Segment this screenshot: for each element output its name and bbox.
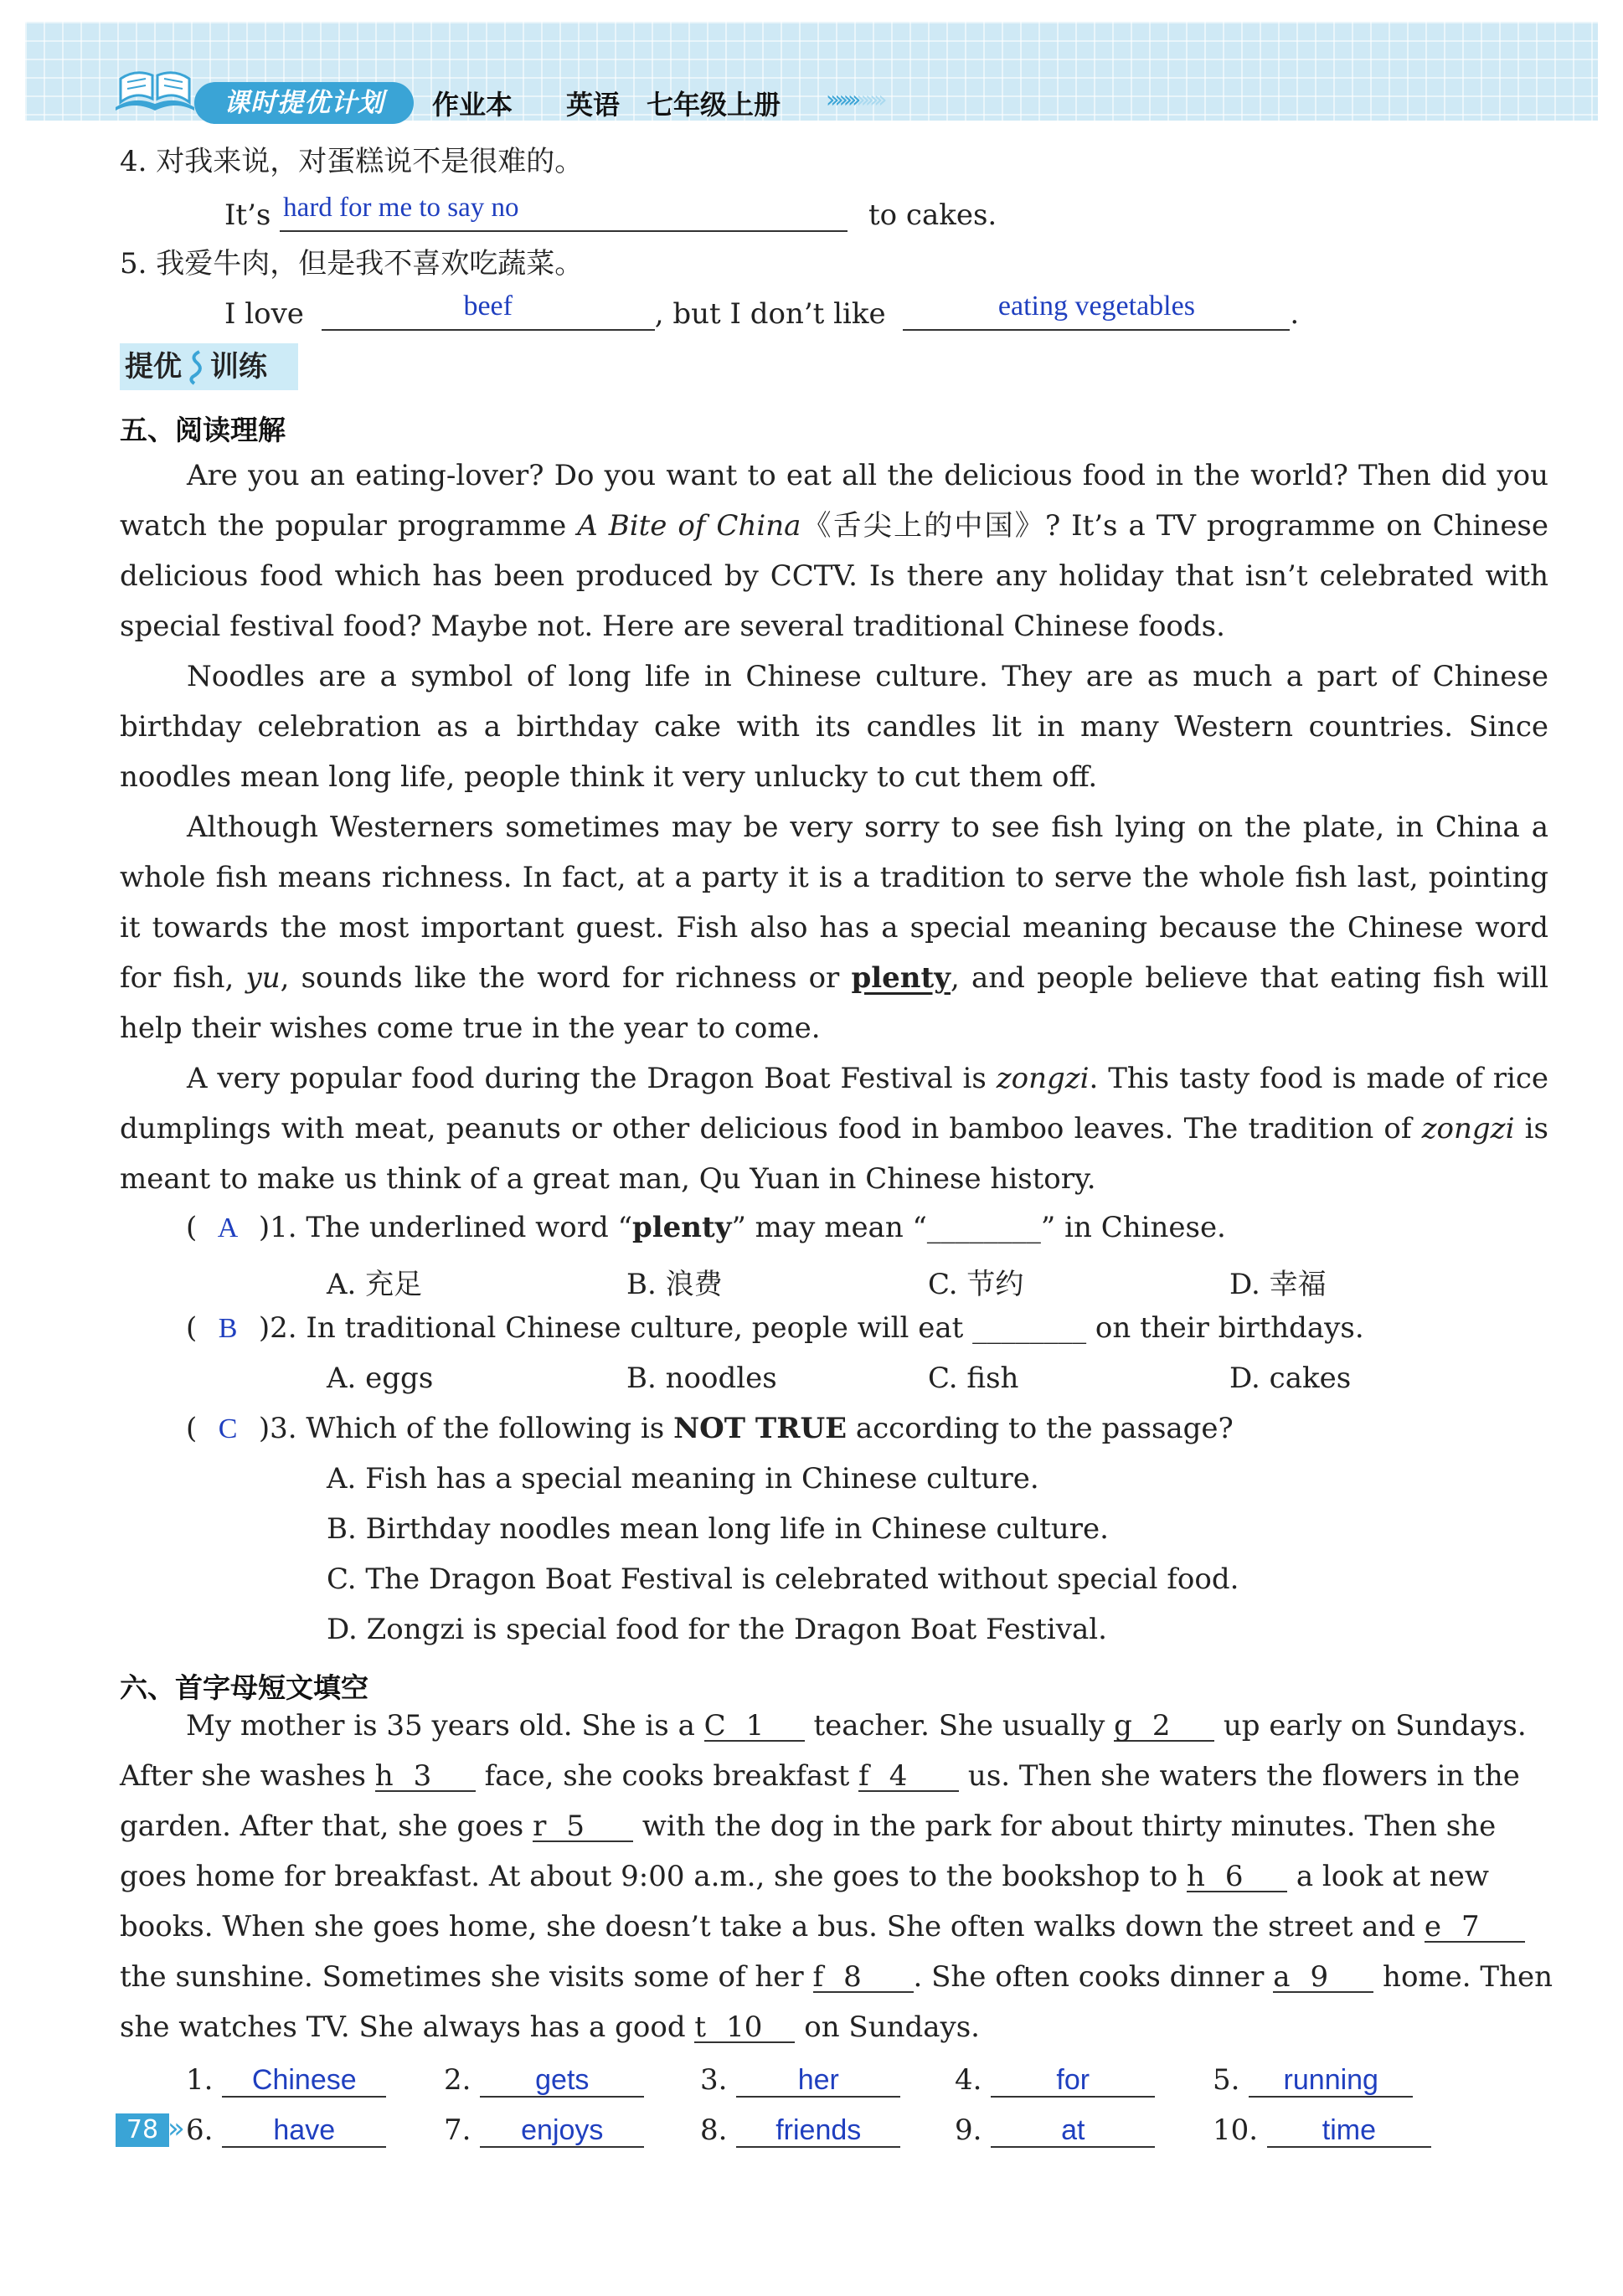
reading-paragraph-2: Noodles are a symbol of long life in Chinese culture. They are as much a part of Chinese birthday celebration as a birthday cake with its candles lit in many Western countries. Since noodles mean long life, people think it very unlucky to cut them off. [120,660,1548,794]
q4-pre: It’s [224,198,271,232]
q1-answer: A [217,1212,239,1243]
q5-answer2-blank [903,291,1290,331]
cloze-answer-2: 2. gets [444,2063,644,2098]
cloze-blank-number: 9 [1310,1960,1329,1994]
cloze-blank-number: 7 [1461,1910,1480,1943]
cloze-blank-letter: r [533,1810,547,1843]
cloze-text: teacher. She usually [804,1709,1115,1743]
q2-option-a: A. eggs [327,1362,434,1395]
q1-option-a: A. 充足 [327,1268,423,1301]
q4-answer-blank [280,193,848,232]
cloze-line [120,1959,1553,1995]
reading-paragraph-1: Are you an eating-lover? Do you want to eat all the delicious food in the world? Then did you watch the popular programme A Bite of China《舌尖上的中国》? It’s a TV programme on Chinese delicious food which has been produced by CCTV. Is there any holiday that isn’t celebrated with special festival food? Maybe not. Here are several traditional Chinese foods. [120,459,1549,643]
cloze-blank-number: 4 [889,1759,908,1793]
q2-answer: B [218,1313,238,1344]
q5-answer1: beef [463,291,513,322]
q5-pre: I love [224,297,304,331]
question-2: ( B )2. In traditional Chinese culture, people will eat ________ on their birthdays. [186,1311,1364,1345]
brand-title: 课时提优计划 [194,82,414,124]
cloze-answer-5: 5. running [1213,2063,1413,2098]
cloze-answer-7: 7. enjoys [444,2113,644,2148]
q3-option-c: C. The Dragon Boat Festival is celebrated without special food. [327,1562,1239,1596]
q2-option-c: C. fish [928,1362,1019,1395]
q5-answer1-blank [322,291,655,331]
cloze-blank-number: 8 [843,1960,862,1994]
cloze-blank-letter: h [1187,1860,1205,1893]
q3-option-d: D. Zongzi is special food for the Dragon Boat Festival. [327,1613,1107,1646]
reading-paragraph-4: A very popular food during the Dragon Boat Festival is zongzi. This tasty food is made of rice dumplings with meat, peanuts or other delicious food in bamboo leaves. The tradition of zongzi is meant to make us think of a great man, Qu Yuan in Chinese history. [120,1062,1549,1196]
cloze-blank [1273,1960,1373,1994]
question-3: ( C )3. Which of the following is NOT TRUE according to the passage? [186,1412,1234,1445]
book-logo-icon [109,65,201,114]
cloze-line [120,1809,1496,1844]
cloze-blank-letter: t [694,2010,707,2044]
cloze-text: on Sundays. [795,2010,980,2044]
cloze-blank [374,1759,476,1793]
cloze-blank [1425,1912,1525,1943]
header-chevrons-icon: ››››››››››››› [826,85,883,113]
q5-chinese: 5. 我爱牛肉，但是我不喜欢吃蔬菜。 [120,247,584,281]
cloze-text: the sunshine. Sometimes she visits some of her [120,1960,813,1994]
q5-answer2: eating vegetables [997,291,1195,322]
question-1: ( A )1. The underlined word “plenty” may mean “________” in Chinese. [186,1211,1226,1244]
cloze-blank-letter: a [1273,1960,1291,1994]
q3-option-b: B. Birthday noodles mean long life in Chinese culture. [327,1512,1109,1546]
cloze-line [120,1758,1520,1794]
q5-mid: , but I don’t like [654,297,886,331]
cloze-answer-4: 4. for [955,2063,1155,2098]
cloze-blank-letter: C [703,1709,726,1743]
cloze-answer-10: 10. time [1213,2113,1431,2148]
cloze-blank [858,1759,959,1793]
cloze-blank [703,1709,805,1743]
cloze-line [120,1859,1489,1894]
reading-paragraph-3: Although Westerners sometimes may be very sorry to see fish lying on the plate, in China a whole fish means richness. In fact, at a party it is a tradition to serve the whole fish last, pointing it towards the most important guest. Fish also has a special meaning because the Chinese word for fish, yu, sounds like the word for richness or plenty, and people believe that eating fish will help their wishes come true in the year to come. [120,811,1548,1045]
q4-sentence [224,193,997,233]
cloze-answer-6: 6. have [186,2113,386,2148]
reading-heading: 五、阅读理解 [120,414,286,446]
cloze-text: she watches TV. She always has a good [120,2010,695,2044]
cloze-line [120,1909,1525,1944]
cloze-blank-letter: f [858,1759,869,1793]
banner-left: 提优 [125,350,182,384]
cloze-blank-number: 2 [1152,1709,1171,1743]
cloze-blank [533,1812,633,1842]
cloze-text: After she washes [120,1759,375,1793]
cloze-blank-letter: e [1424,1910,1442,1943]
cloze-text: home. Then [1373,1960,1553,1994]
cloze-answer-1: 1. Chinese [186,2063,386,2098]
cloze-text: goes home for breakfast. At about 9:00 a.m., she goes to the bookshop to [120,1860,1188,1893]
cloze-blank [1187,1862,1287,1892]
banner-swirl-icon [186,347,204,387]
q3-option-a: A. Fish has a special meaning in Chinese culture. [327,1462,1039,1495]
q2-option-d: D. cakes [1229,1362,1352,1395]
q4-chinese: 4. 对我来说，对蛋糕说不是很难的。 [120,145,584,178]
cloze-line [186,1708,1527,1743]
q1-option-c: C. 节约 [928,1268,1024,1301]
grade-label: 七年级上册 [647,89,781,121]
cloze-text: with the dog in the park for about thirty minutes. Then she [633,1810,1497,1843]
cloze-blank-letter: h [374,1759,394,1793]
book-label: 作业本 [432,89,513,121]
cloze-answer-8: 8. friends [700,2113,900,2148]
cloze-text: garden. After that, she goes [120,1810,533,1843]
q4-post: to cakes. [868,198,997,232]
cloze-blank [1114,1709,1214,1743]
cloze-text: face, she cooks breakfast [475,1759,859,1793]
cloze-blank-letter: f [812,1960,824,1994]
cloze-blank-number: 6 [1224,1860,1244,1893]
subject-label: 英语 [566,89,621,121]
cloze-text: a look at new [1287,1860,1489,1893]
page-number: 78 [116,2113,169,2147]
underlined-word-plenty: plenty [851,961,951,995]
cloze-answer-9: 9. at [955,2113,1155,2148]
cloze-blank-letter: g [1114,1709,1132,1743]
cloze-blank-number: 1 [745,1709,765,1743]
cloze-text: . She often cooks dinner [913,1960,1274,1994]
q1-option-d: D. 幸福 [1229,1268,1327,1301]
cloze-blank-number: 10 [726,2010,763,2044]
q3-answer: C [218,1413,238,1444]
cloze-text: books. When she goes home, she doesn’t take a bus. She often walks down the street and [120,1910,1425,1943]
cloze-text: us. Then she waters the flowers in the [959,1759,1520,1793]
cloze-answer-3: 3. her [700,2063,900,2098]
cloze-heading: 六、首字母短文填空 [120,1671,368,1704]
banner-right: 训练 [210,350,267,384]
q2-option-b: B. noodles [626,1362,777,1395]
cloze-text: My mother is 35 years old. She is a [186,1709,704,1743]
q1-option-b: B. 浪费 [626,1268,723,1301]
section-banner [120,343,298,390]
cloze-text: up early on Sundays. [1214,1709,1527,1743]
cloze-line [120,2010,980,2045]
cloze-blank-number: 3 [413,1759,432,1793]
q4-answer: hard for me to say no [283,193,519,223]
page-chevron-icon: » [167,2112,185,2145]
q5-post: . [1290,297,1300,331]
cloze-blank [694,2010,795,2044]
q5-sentence [224,291,1300,332]
cloze-blank-number: 5 [566,1810,585,1843]
cloze-blank [812,1960,914,1994]
